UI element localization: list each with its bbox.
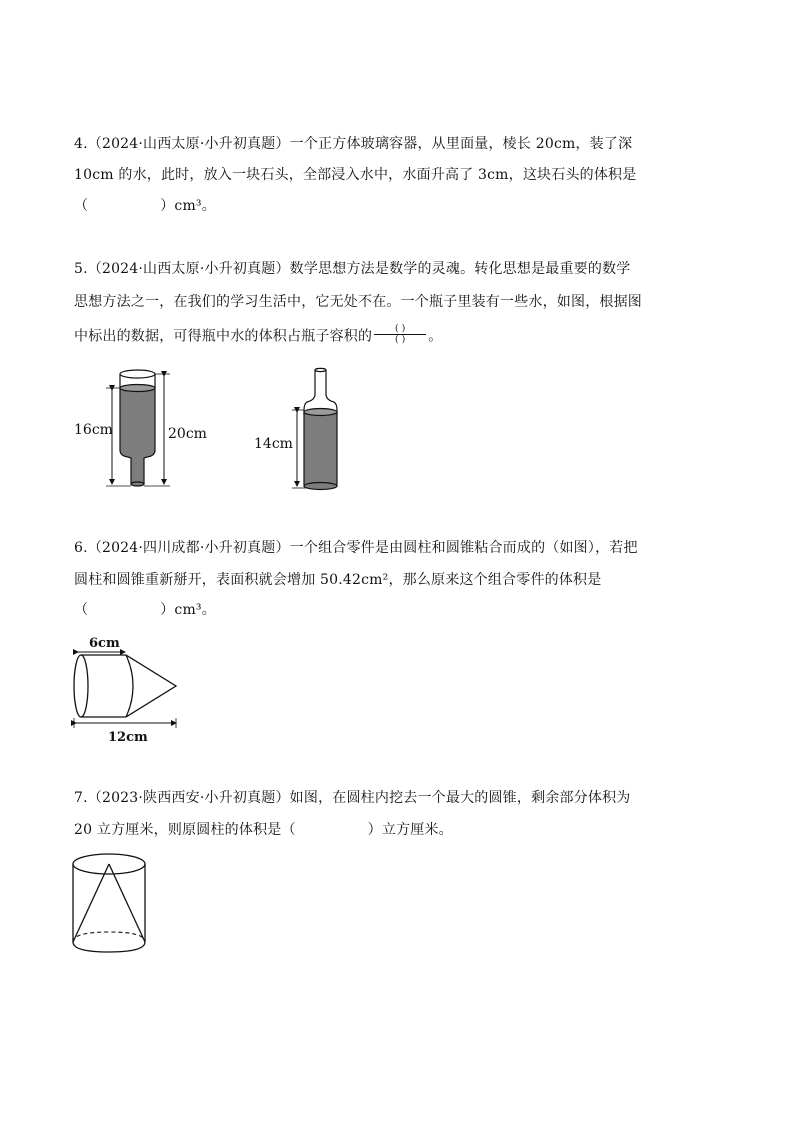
q7-cylinder-cone-figure <box>70 852 155 962</box>
q7-line2-start: 20 立方厘米，则原圆柱的体积是（ <box>74 822 296 838</box>
q6-cylinder-cone-figure <box>70 632 185 747</box>
q7-line2 <box>74 820 453 840</box>
q5-label-20cm: 20cm <box>168 426 207 442</box>
q6-label-12cm: 12cm <box>108 730 148 745</box>
q5-fraction-denominator[interactable]: ( ) <box>394 335 406 345</box>
q6-answer-line <box>74 600 216 620</box>
q5-line3-end: 。 <box>428 328 443 345</box>
q4-paren-open: （ <box>74 198 89 214</box>
q6-line1: 6.（2024·四川成都·小升初真题）一个组合零件是由圆柱和圆锥粘合而成的（如图），若把 <box>74 540 638 556</box>
q6-line2: 圆柱和圆锥重新掰开，表面积就会增加 50.42cm²，那么原来这个组合零件的体积是 <box>74 572 602 588</box>
q5-line3 <box>74 326 442 347</box>
q5-fraction-numerator[interactable]: ( ) <box>374 324 426 335</box>
q5-bottle-second-figure <box>250 366 360 494</box>
q4-paren-close: ）cm³。 <box>160 198 216 214</box>
q5-bottle-upright-figure <box>70 362 220 494</box>
q5-label-14cm: 14cm <box>254 436 293 452</box>
q4-line1: 4.（2024·山西太原·小升初真题）一个正方体玻璃容器，从里面量，棱长 20cm，装了深 <box>74 136 633 152</box>
q6-paren-open: （ <box>74 602 89 618</box>
q7-line1: 7.（2023·陕西西安·小升初真题）如图，在圆柱内挖去一个最大的圆锥，剩余部分体积为 <box>74 790 631 806</box>
q5-line1: 5.（2024·山西太原·小升初真题）数学思想方法是数学的灵魂。转化思想是最重要的数学 <box>74 261 631 277</box>
q5-line2: 思想方法之一，在我们的学习生活中，它无处不在。一个瓶子里装有一些水，如图，根据图 <box>74 294 642 310</box>
q5-label-16cm: 16cm <box>74 422 113 438</box>
q5-line3-text: 中标出的数据，可得瓶中水的体积占瓶子容积的 <box>74 328 373 345</box>
q4-line2: 10cm 的水，此时，放入一块石头，全部浸入水中，水面升高了 3cm，这块石头的体积是 <box>74 167 637 183</box>
q7-line2-end: ）立方厘米。 <box>367 822 453 838</box>
q5-answer-fraction[interactable] <box>374 324 426 345</box>
q6-paren-close: ）cm³。 <box>160 602 216 618</box>
q4-answer-line <box>74 196 216 216</box>
q6-label-6cm: 6cm <box>89 636 120 651</box>
